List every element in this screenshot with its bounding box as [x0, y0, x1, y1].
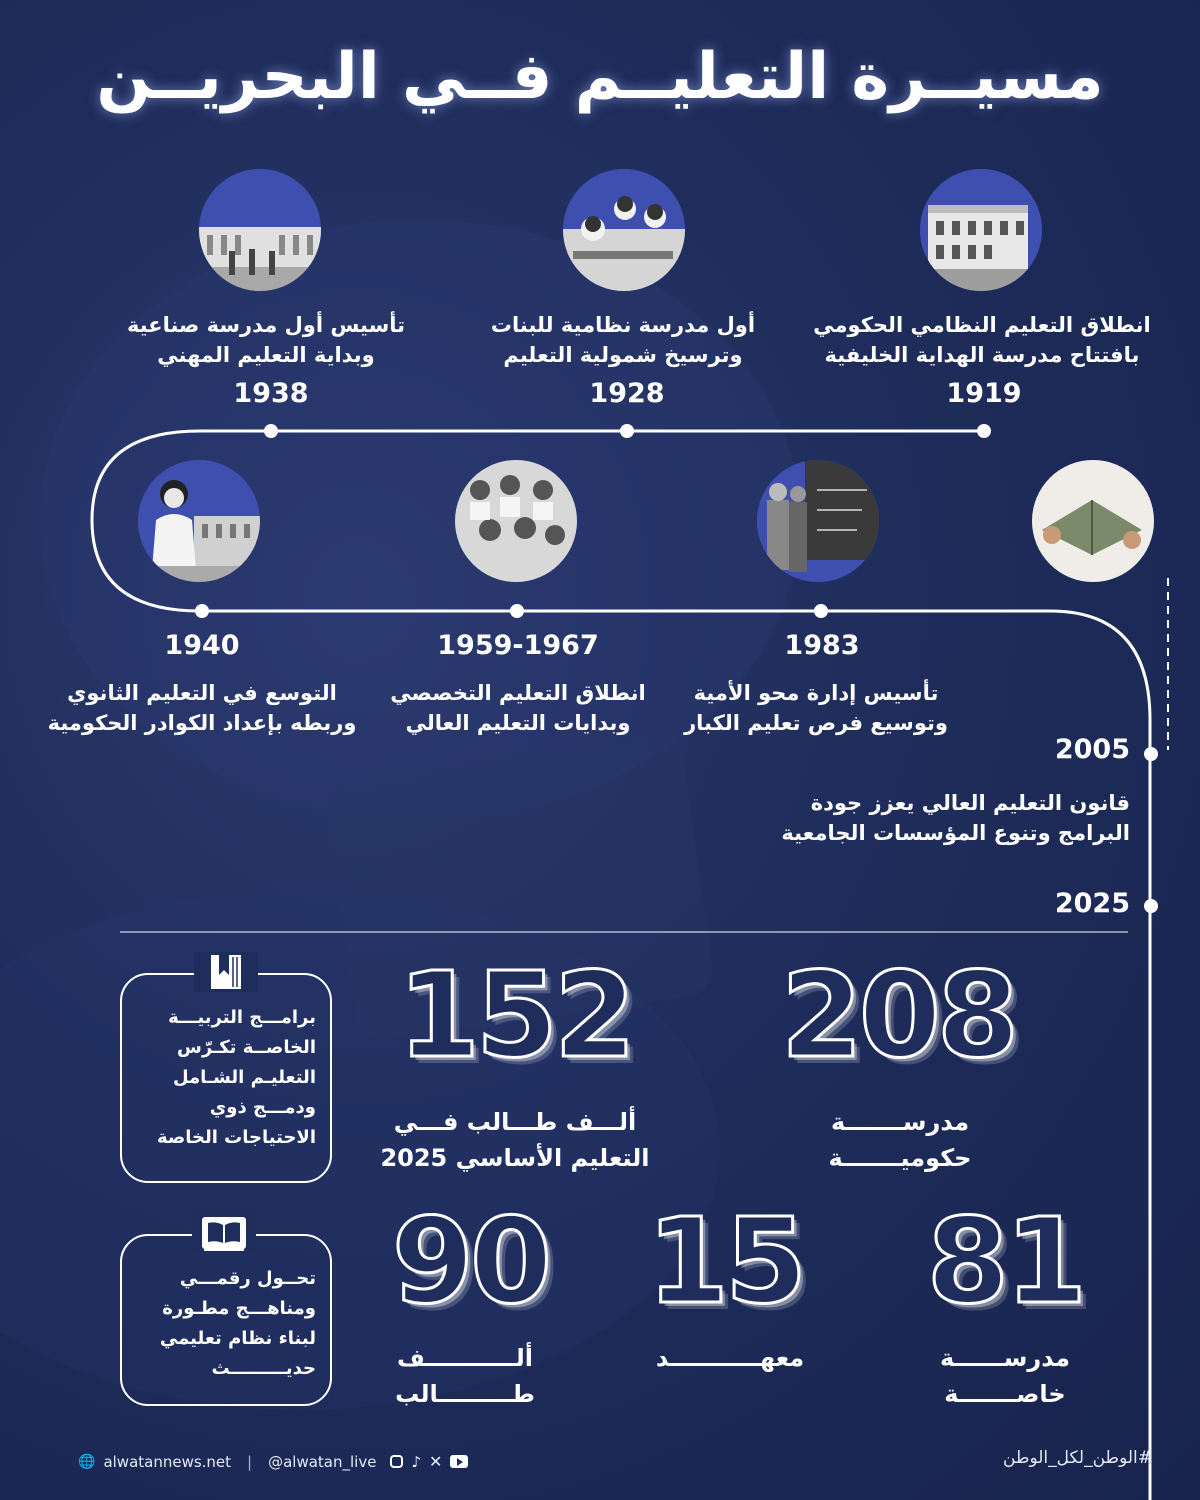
page-title: مسيــرة التعليــم فــي البحريــن — [96, 40, 1104, 114]
stat-152-number: 152 — [397, 946, 633, 1084]
stat-208-number: 208 — [780, 946, 1016, 1084]
stat-90-label — [360, 1340, 570, 1412]
event-1928-line2: وترسيخ شمولية التعليم — [503, 343, 743, 367]
stat-81-number: 81 — [926, 1192, 1084, 1330]
bookmark-icon — [194, 952, 258, 992]
year-1959-1967: 1959-1967 — [437, 630, 599, 661]
photo-girls-classroom — [563, 169, 685, 291]
box-digital-line3: لبناء نظام تعليمي — [159, 1328, 316, 1349]
event-1938-line1: تأسيس أول مدرسة صناعية — [126, 313, 406, 337]
photo-school-building — [920, 169, 1042, 291]
stat-81-line1: مدرســــــة — [940, 1344, 1070, 1372]
event-2005-line1: قانون التعليم العالي يعزز جودة — [810, 791, 1130, 815]
stat-152-line2: التعليم الأساسي 2025 — [380, 1144, 650, 1172]
globe-icon: 🌐 — [78, 1453, 96, 1470]
dot-2025 — [1144, 899, 1158, 913]
event-1983-line2: وتوسيع فرص تعليم الكبار — [684, 711, 948, 735]
photo-industrial-school — [199, 169, 321, 291]
event-1959-line1: انطلاق التعليم التخصصي — [390, 681, 646, 705]
box-digital-line1: تحــول رقمـــي — [179, 1268, 316, 1289]
event-1983-line1: تأسيس إدارة محو الأمية — [693, 681, 939, 705]
footer-separator: | — [247, 1452, 253, 1471]
dot-2005 — [1144, 747, 1158, 761]
box-special-line3: التعليـم الشـامل — [172, 1067, 316, 1088]
box-special-line1: برامـــج التربيـــة — [168, 1007, 316, 1028]
dot-1940 — [195, 604, 209, 618]
stat-208-label — [770, 1104, 1030, 1176]
stat-208-line2: حكوميـــــــة — [828, 1144, 972, 1172]
youtube-icon[interactable] — [450, 1455, 468, 1468]
event-1983-text — [636, 678, 996, 738]
event-1938-line2: وبداية التعليم المهني — [157, 343, 375, 367]
dot-1938 — [264, 424, 278, 438]
instagram-icon[interactable] — [390, 1455, 403, 1468]
event-1940-line1: التوسع في التعليم الثانوي — [67, 681, 337, 705]
dot-1983 — [814, 604, 828, 618]
photo-students-group — [455, 460, 577, 582]
box-special-line4: ودمـــج ذوي — [209, 1097, 316, 1118]
dot-1959 — [510, 604, 524, 618]
dot-1919 — [977, 424, 991, 438]
event-1919-line1: انطلاق التعليم النظامي الحكومي — [813, 313, 1151, 337]
stat-15-label — [630, 1340, 830, 1376]
stat-90-line2: طـــــــــالب — [395, 1380, 535, 1408]
event-1940-text — [22, 678, 382, 738]
event-1919-text — [802, 310, 1162, 370]
event-1928-line1: أول مدرسة نظامية للبنات — [490, 313, 756, 337]
box-digital-line2: ومناهـــج مطـورة — [162, 1298, 316, 1319]
footer-hashtag[interactable]: #الوطن_لكل_الوطن — [1003, 1448, 1152, 1468]
box-digital-transformation — [120, 1234, 332, 1406]
stat-90-number: 90 — [391, 1192, 549, 1330]
x-icon[interactable]: ✕ — [429, 1452, 443, 1471]
photo-woman-secondary — [138, 460, 260, 582]
year-1983: 1983 — [784, 630, 860, 661]
box-special-education — [120, 973, 332, 1183]
stat-15-number: 15 — [646, 1192, 804, 1330]
stat-90-line1: ألـــــــــــف — [396, 1344, 534, 1372]
year-1938: 1938 — [233, 378, 309, 409]
stat-15-line1: معهـــــــــــد — [655, 1344, 805, 1372]
dot-1928 — [620, 424, 634, 438]
year-1928: 1928 — [589, 378, 665, 409]
box-special-line2: الخاصــة تكـرّس — [177, 1037, 316, 1058]
year-2005: 2005 — [1054, 734, 1130, 765]
event-1928-text — [443, 310, 803, 370]
photo-literacy-blackboard — [757, 460, 879, 582]
open-book-icon — [192, 1214, 256, 1254]
stat-208-line1: مدرســـــــة — [830, 1108, 970, 1136]
year-1919: 1919 — [946, 378, 1022, 409]
year-1940: 1940 — [164, 630, 240, 661]
footer-left — [78, 1452, 468, 1471]
event-1940-line2: وربطه بإعداد الكوادر الحكومية — [47, 711, 357, 735]
event-1959-line2: وبدايات التعليم العالي — [405, 711, 631, 735]
event-2005-line2: البرامج وتنوع المؤسسات الجامعية — [781, 821, 1130, 845]
stat-81-line2: خاصـــــــة — [944, 1380, 1066, 1408]
box-special-line5: الاحتياجات الخاصة — [156, 1127, 316, 1148]
stat-152-line1: ألـــف طـــالب فـــي — [393, 1108, 637, 1136]
box-digital-line4: حديـــــــــث — [211, 1358, 316, 1379]
event-1919-line2: بافتتاح مدرسة الهداية الخليفية — [824, 343, 1140, 367]
stat-152-label — [355, 1104, 675, 1176]
event-1938-text — [86, 310, 446, 370]
event-2005-text — [700, 788, 1130, 848]
year-2025: 2025 — [1054, 888, 1130, 919]
tiktok-icon[interactable]: ♪ — [411, 1452, 422, 1471]
stat-81-label — [900, 1340, 1110, 1412]
footer-website[interactable]: alwatannews.net — [103, 1452, 232, 1471]
photo-reading-book — [1032, 460, 1154, 582]
footer-handle[interactable]: @alwatan_live — [268, 1452, 377, 1471]
